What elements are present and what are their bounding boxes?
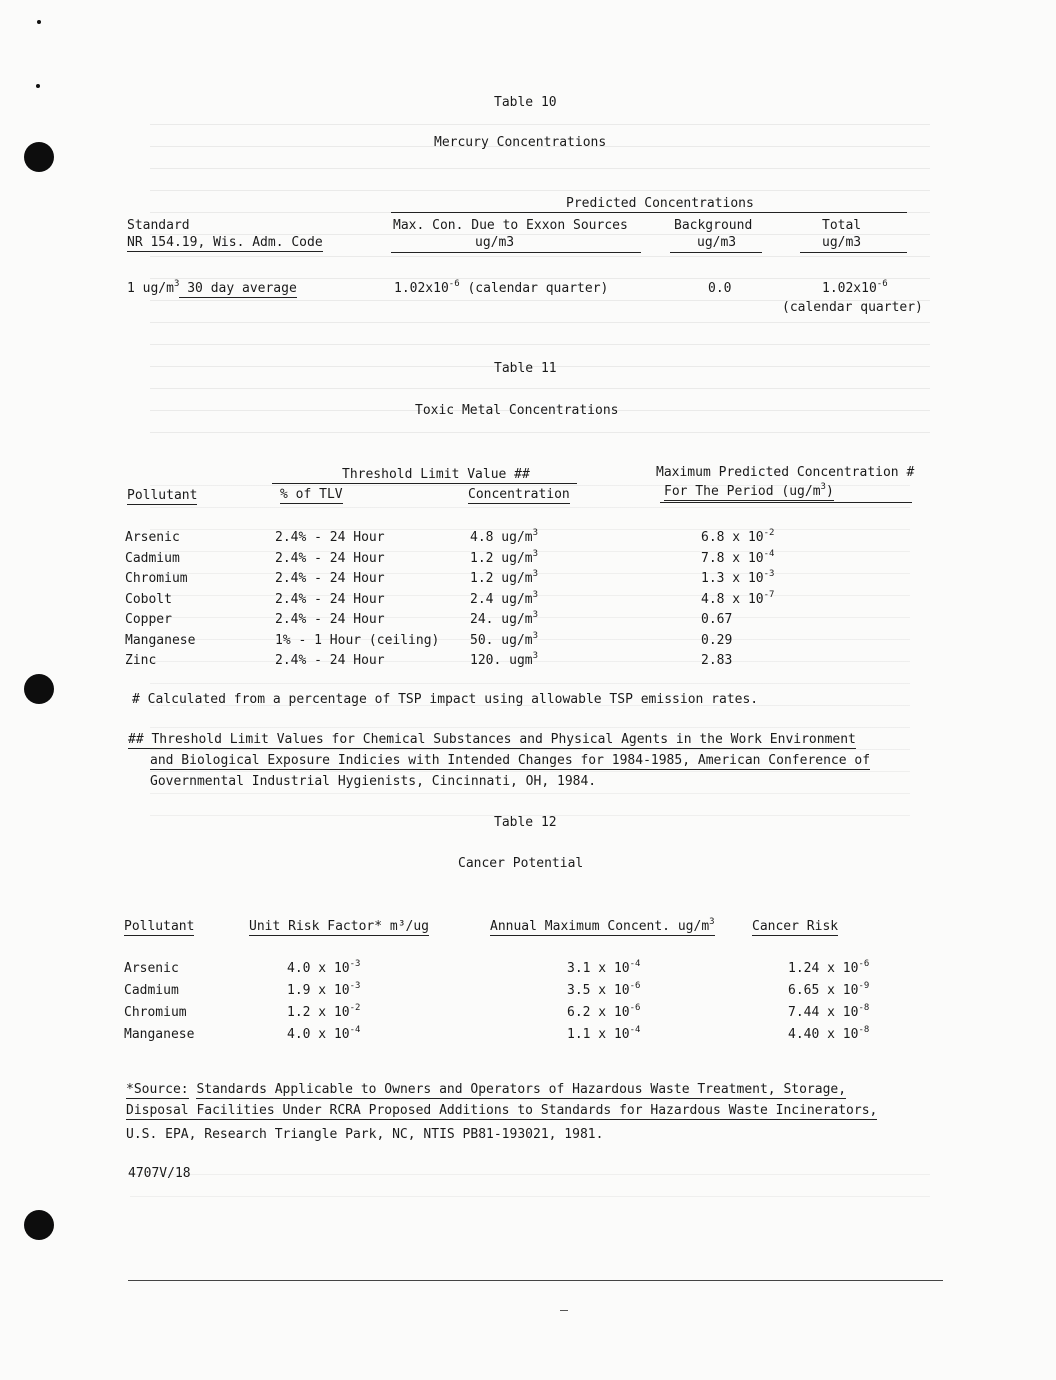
table11-cell-tlv: 2.4% - 24 Hour — [275, 653, 385, 668]
table12-cell-amc: 6.2 x $10^{-6}$ — [567, 1003, 641, 1020]
table12-cell-urf: 1.9 x $10^{-3}$ — [287, 981, 361, 998]
table10-row-background: 0.0 — [708, 281, 732, 296]
table12-cell-amc: 3.5 x $10^{-6}$ — [567, 981, 641, 998]
table11-col-conc: Concentration — [468, 487, 570, 502]
table11-tlv-header: Threshold Limit Value ## — [342, 467, 530, 482]
table11-cell-conc: 4.8 $ug/m^3$ — [470, 528, 539, 545]
table12-col-urf: Unit Risk Factor* m³/ug — [249, 919, 430, 934]
table12-cell-risk: 4.40 x $10^{-8}$ — [788, 1025, 870, 1042]
table10-col-total-1: Total — [822, 218, 862, 233]
table11-cell-max: 7.8 x $10^{-4}$ — [701, 548, 775, 566]
table11-cell-conc: 2.4 $ug/m^3$ — [470, 589, 539, 607]
scan-speck — [36, 84, 40, 88]
table10-col-standard-2: NR 154.19, Wis. Adm. Code — [127, 235, 323, 250]
table11-cell-pollutant: Chromium — [125, 571, 188, 586]
table11-footnote-2-line2: and Biological Exposure Indicies with Intended Changes for 1984-1985, American Conference of — [150, 753, 871, 768]
table12-cell-amc: 3.1 x $10^{-4}$ — [567, 959, 641, 976]
table10-col-standard-1: Standard — [127, 218, 190, 233]
table12-cell-pollutant: Cadmium — [124, 983, 179, 998]
table11-cell-tlv: 2.4% - 24 Hour — [275, 591, 385, 607]
punch-hole-top — [24, 142, 54, 172]
table10-col-max-1: Max. Con. Due to Exxon Sources — [393, 218, 628, 233]
table11-cell-tlv: 2.4% - 24 Hour — [275, 571, 385, 586]
scan-speck — [37, 20, 41, 24]
table10-col-bg-1: Background — [674, 218, 753, 233]
table12-title: Table 12 — [494, 815, 557, 830]
table10-row-total: $1.02x10^{-6}$ — [822, 279, 888, 296]
page-bottom-rule — [128, 1280, 943, 1281]
table12-cell-urf: 4.0 x $10^{-3}$ — [287, 959, 361, 976]
table11-subtitle: Toxic Metal Concentrations — [415, 403, 619, 418]
table11-cell-max: 2.83 — [701, 653, 733, 668]
table10-title: Table 10 — [494, 95, 557, 110]
table11-cell-conc: 24. $ug/m^3$ — [470, 610, 539, 627]
table11-cell-max: 4.8 x $10^{-7}$ — [701, 589, 775, 607]
table11-cell-pollutant: Zinc — [125, 653, 157, 668]
table11-cell-max: 1.3 x $10^{-3}$ — [701, 569, 775, 586]
table11-cell-tlv: 2.4% - 24 Hour — [275, 530, 385, 545]
table11-cell-max: 0.67 — [701, 612, 733, 627]
table11-header-rule — [660, 502, 912, 503]
table11-footnote-2-line3: Governmental Industrial Hygienists, Cincinnati, OH, 1984. — [150, 774, 597, 789]
table12-subtitle: Cancer Potential — [458, 856, 584, 871]
table11-cell-conc: 1.2 $ug/m^3$ — [470, 569, 539, 586]
table11-footnote-1: # Calculated from a percentage of TSP impact using allowable TSP emission rates. — [132, 692, 759, 707]
table11-cell-tlv: 2.4% - 24 Hour — [275, 550, 385, 566]
table11-cell-conc: 50. $ug/m^3$ — [470, 630, 539, 648]
table11-col-pollutant: Pollutant — [127, 488, 198, 503]
table11-cell-pollutant: Copper — [125, 612, 172, 627]
table12-cell-risk: 6.65 x $10^{-9}$ — [788, 981, 870, 998]
table10-predicted-rule — [391, 212, 907, 213]
table10-header-rule — [800, 252, 907, 253]
table11-cell-max: 0.29 — [701, 632, 733, 648]
document-code: 4707V/18 — [128, 1166, 191, 1181]
table11-col-max-2: For The Period $(ug/m^3)$ — [664, 482, 834, 499]
table12-source-line3: U.S. EPA, Research Triangle Park, NC, NTIS PB81-193021, 1981. — [126, 1127, 604, 1142]
table12-cell-risk: 7.44 x $10^{-8}$ — [788, 1003, 870, 1020]
table11-cell-conc: 1.2 $ug/m^3$ — [470, 548, 539, 566]
table11-col-pct: % of TLV — [280, 487, 343, 502]
table12-cell-pollutant: Manganese — [124, 1027, 195, 1042]
table11-title: Table 11 — [494, 361, 557, 376]
table12-cell-pollutant: Chromium — [124, 1005, 187, 1020]
table12-col-pollutant: Pollutant — [124, 919, 195, 934]
table12-cell-urf: 1.2 x $10^{-2}$ — [287, 1003, 361, 1020]
scan-mark — [560, 1310, 568, 1311]
table11-cell-conc: 120. ugm$^3$ — [470, 651, 539, 668]
table10-header-rule — [391, 252, 641, 253]
table12-cell-amc: 1.1 x $10^{-4}$ — [567, 1025, 641, 1042]
table12-source-line2: Disposal Facilities Under RCRA Proposed Additions to Standards for Hazardous Waste Incinerators, — [126, 1103, 878, 1118]
table11-cell-tlv: 1% - 1 Hour (ceiling) — [275, 632, 440, 648]
table10-col-total-2: ug/m3 — [822, 235, 862, 250]
table12-cell-pollutant: Arsenic — [124, 961, 179, 976]
table10-predicted-header: Predicted Concentrations — [566, 196, 754, 211]
table11-cell-tlv: 2.4% - 24 Hour — [275, 612, 385, 627]
table12-cell-risk: 1.24 x $10^{-6}$ — [788, 959, 870, 976]
table11-footnote-2-line1: ## Threshold Limit Values for Chemical Substances and Physical Agents in the Work Environment — [128, 732, 856, 747]
table10-subtitle: Mercury Concentrations — [434, 135, 607, 150]
bleed-through-block — [150, 110, 930, 440]
table11-cell-pollutant: Arsenic — [125, 530, 180, 545]
table12-cell-urf: 4.0 x $10^{-4}$ — [287, 1025, 361, 1042]
table12-col-amc: Annual Maximum Concent. $ug/m^3$ — [490, 917, 715, 934]
punch-hole-bottom — [24, 1210, 54, 1240]
table11-cell-pollutant: Manganese — [125, 632, 196, 648]
punch-hole-middle — [24, 674, 54, 704]
bleed-through-block — [130, 1160, 930, 1210]
table10-row-standard: 1 $ug/m^3$ 30 day average — [127, 279, 297, 296]
table10-header-rule — [670, 252, 762, 253]
table11-cell-pollutant: Cobolt — [125, 591, 172, 607]
table11-col-max-1: Maximum Predicted Concentration # — [656, 465, 915, 480]
table11-tlv-rule — [272, 483, 577, 484]
table10-row-total-note: (calendar quarter) — [782, 300, 923, 315]
table12-source-line1: *Source: Standards Applicable to Owners and Operators of Hazardous Waste Treatment, Storage, — [126, 1082, 847, 1097]
table11-cell-pollutant: Cadmium — [125, 550, 180, 566]
table12-col-risk: Cancer Risk — [752, 919, 839, 934]
table10-col-max-2: ug/m3 — [475, 235, 515, 250]
table10-row-max: $1.02x10^{-6}$ (calendar quarter) — [394, 279, 609, 296]
table10-col-bg-2: ug/m3 — [697, 235, 737, 250]
table11-cell-max: 6.8 x $10^{-2}$ — [701, 528, 775, 545]
